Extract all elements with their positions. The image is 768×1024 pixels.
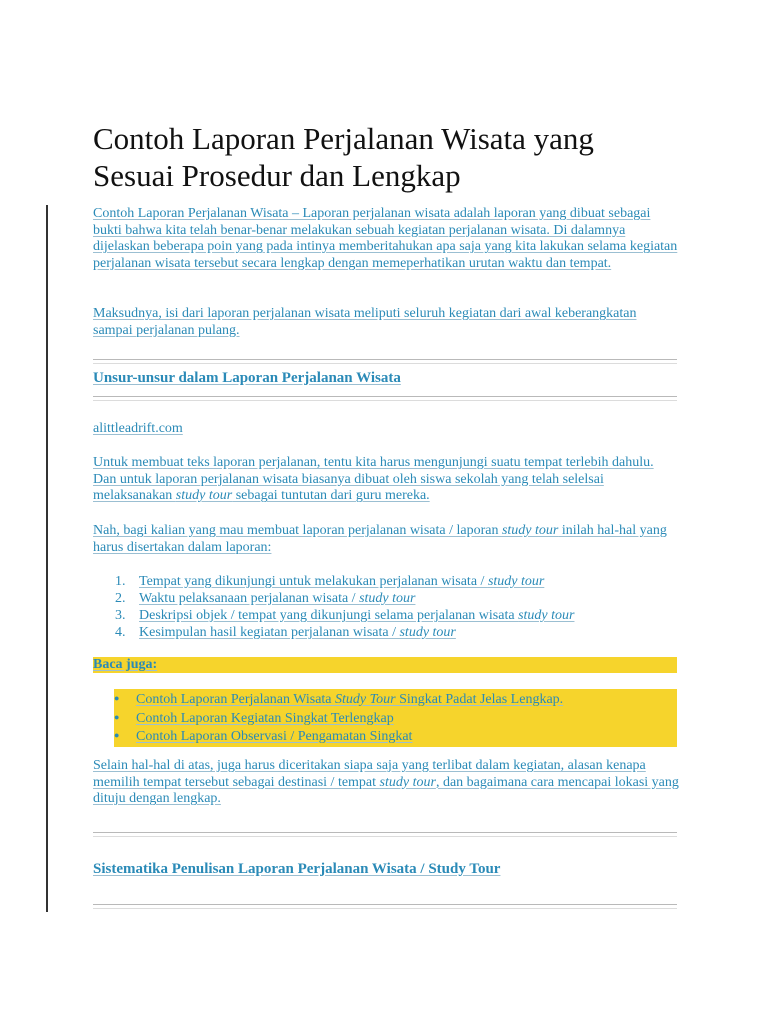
baca-juga-label[interactable] (93, 657, 677, 673)
untuk-text-end: sebagai tuntutan dari guru mereka. (232, 488, 430, 504)
list-number: 3. (115, 608, 126, 623)
list-item[interactable] (115, 607, 675, 624)
nah-italic: study tour (501, 523, 559, 538)
untuk-paragraph[interactable] (93, 455, 679, 505)
related-link-text: Contoh Laporan Kegiatan Singkat Terlengkap (136, 710, 394, 726)
related-link-italic: Study Tour (335, 692, 396, 707)
section-divider (93, 359, 677, 364)
list-item-text: Waktu pelaksanaan perjalanan wisata / (139, 591, 360, 606)
nah-paragraph[interactable] (93, 523, 679, 556)
baca-juga-list (114, 689, 677, 747)
related-link[interactable] (114, 690, 677, 709)
section-heading-sistematika[interactable]: Sistematika Penulisan Laporan Perjalanan Wisata / Study Tour (93, 861, 501, 877)
nah-text: Nah, bagi kalian yang mau membuat laporan perjalanan wisata / laporan (93, 523, 502, 538)
bullet-icon: ● (114, 693, 120, 703)
baca-juga-text: Baca juga: (93, 657, 158, 672)
list-item-text: Tempat yang dikunjungi untuk melakukan perjalanan wisata / (139, 574, 488, 589)
list-item-italic: study tour (399, 625, 456, 640)
related-link[interactable] (114, 709, 677, 728)
list-number: 4. (115, 625, 126, 640)
related-link-text-end: Singkat Padat Jelas Lengkap. (395, 692, 564, 707)
page-title: Contoh Laporan Perjalanan Wisata yang Sesuai Prosedur dan Lengkap (93, 121, 594, 193)
related-link-text: Contoh Laporan Perjalanan Wisata (136, 692, 336, 707)
list-item[interactable] (115, 573, 675, 590)
list-number: 2. (115, 591, 126, 606)
untuk-italic: study tour (175, 488, 233, 504)
maksudnya-paragraph[interactable]: Maksudnya, isi dari laporan perjalanan wisata meliputi seluruh kegiatan dari awal keberangkatan sampai perjalanan pulang. (93, 306, 637, 338)
list-item-italic: study tour (518, 608, 575, 623)
untuk-text: Untuk membuat teks laporan perjalanan, tentu kita harus mengunjungi suatu tempat terlebih dahulu. Dan untuk laporan perjalanan wisata biasanya dibuat oleh siswa sekolah yang telah selelsai melaksanakan (93, 455, 654, 504)
bullet-icon: ● (114, 730, 120, 740)
nah-text-end: inilah hal-hal yang harus disertakan dalam laporan: (93, 523, 667, 555)
list-item-text: Deskripsi objek / tempat yang dikunjungi selama perjalanan wisata (139, 608, 519, 623)
list-item-italic: study tour (487, 574, 545, 589)
related-link[interactable] (114, 727, 677, 746)
left-margin-bar (46, 205, 48, 912)
selain-text: Selain hal-hal di atas, juga harus diceritakan siapa saja yang terlibat dalam kegiatan, alasan kenapa memilih tempat tersebut sebagai destinasi / tempat (93, 758, 646, 790)
source-link[interactable]: alittleadrift.com (93, 421, 183, 436)
section-divider (93, 396, 677, 401)
selain-italic: study tour (379, 774, 436, 790)
selain-paragraph[interactable] (93, 758, 679, 808)
section-divider (93, 832, 677, 837)
list-item-text: Kesimpulan hasil kegiatan perjalanan wisata / (139, 625, 400, 640)
intro-paragraph[interactable]: Contoh Laporan Perjalanan Wisata – Laporan perjalanan wisata adalah laporan yang dibuat sebagai bukti bahwa kita telah benar-benar melakukan sebuah kegiatan perjalanan wisata. Di dalamnya dijelaskan beberapa poin yang pada intinya memberitahukan apa saja yang kita lakukan selama kegiatan perjalanan wisata tersebut secara lengkap dengan memeperhatikan urutan waktu dan tempat. (93, 206, 678, 271)
list-item-italic: study tour (359, 591, 416, 606)
related-link-text: Contoh Laporan Observasi / Pengamatan Singkat (136, 729, 413, 744)
section-heading-unsur[interactable]: Unsur-unsur dalam Laporan Perjalanan Wisata (93, 370, 401, 386)
requirements-list (115, 573, 675, 641)
bullet-icon: ● (114, 711, 120, 722)
section-divider (93, 904, 677, 909)
list-number: 1. (115, 574, 126, 589)
selain-text-end: , dan bagaimana cara mencapai lokasi yang dituju dengan lengkap. (93, 774, 679, 807)
list-item[interactable] (115, 624, 675, 641)
list-item[interactable] (115, 590, 675, 607)
